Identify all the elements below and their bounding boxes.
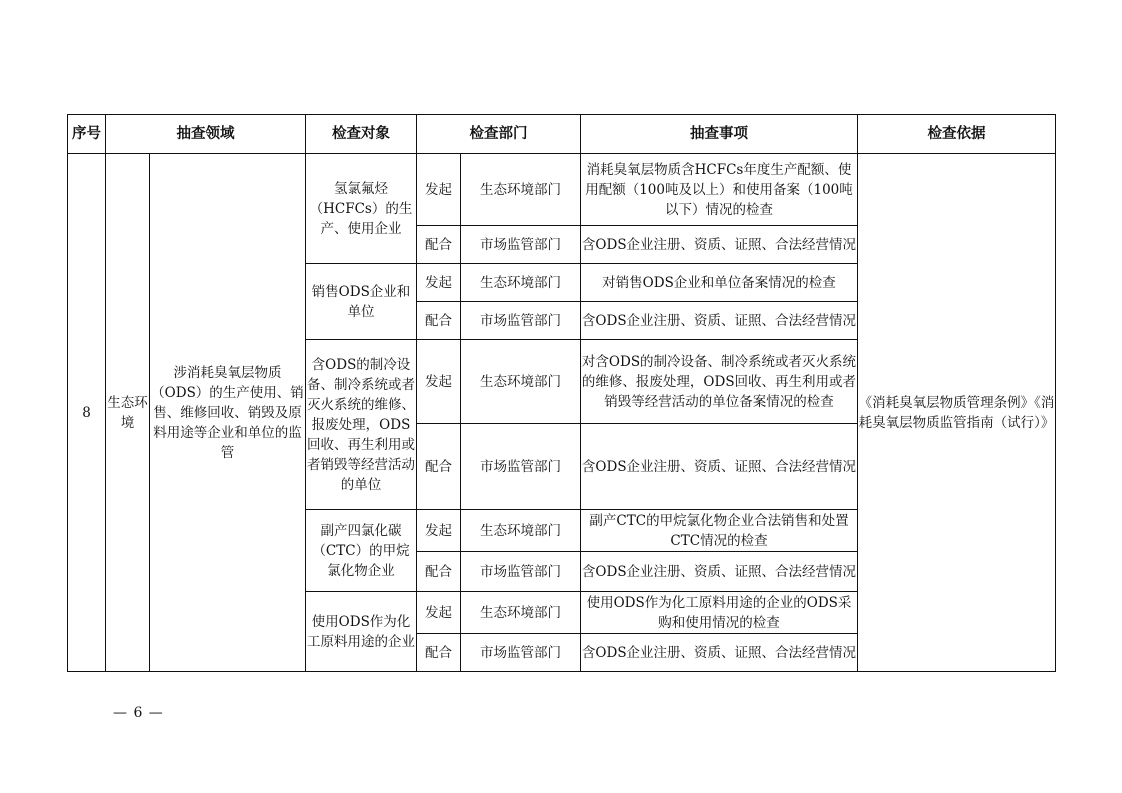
matter-cell: 消耗臭氧层物质含HCFCs年度生产配额、使用配额（100吨及以上）和使用备案（100吨以下）情况的检查: [581, 154, 858, 226]
object-cell: 含ODS的制冷设备、制冷系统或者灭火系统的维修、报废处理，ODS回收、再生利用或者销毁等经营活动的单位: [306, 340, 417, 510]
matter-cell: 使用ODS作为化工原料用途的企业的ODS采购和使用情况的检查: [581, 592, 858, 634]
role-cell: 配合: [417, 226, 461, 264]
object-cell: 副产四氯化碳（CTC）的甲烷氯化物企业: [306, 510, 417, 592]
dept-cell: 生态环境部门: [461, 510, 581, 552]
role-cell: 发起: [417, 340, 461, 424]
dept-cell: 市场监管部门: [461, 552, 581, 592]
dept-cell: 市场监管部门: [461, 634, 581, 672]
page-number: — 6 —: [113, 705, 164, 721]
dept-cell: 生态环境部门: [461, 264, 581, 302]
matter-cell: 含ODS企业注册、资质、证照、合法经营情况: [581, 302, 858, 340]
matter-cell: 含ODS企业注册、资质、证照、合法经营情况: [581, 552, 858, 592]
dept-cell: 市场监管部门: [461, 302, 581, 340]
matter-cell: 副产CTC的甲烷氯化物企业合法销售和处置CTC情况的检查: [581, 510, 858, 552]
dept-cell: 生态环境部门: [461, 154, 581, 226]
role-cell: 配合: [417, 302, 461, 340]
header-field: 抽查领域: [106, 115, 306, 154]
basis-cell: 《消耗臭氧层物质管理条例》《消耗臭氧层物质监管指南（试行）》: [858, 154, 1056, 672]
inspection-table: [67, 114, 1056, 672]
seq-cell: 8: [68, 154, 106, 672]
matter-cell: 对含ODS的制冷设备、制冷系统或者灭火系统的维修、报废处理，ODS回收、再生利用或者销毁等经营活动的单位备案情况的检查: [581, 340, 858, 424]
header-object: 检查对象: [306, 115, 417, 154]
header-basis: 检查依据: [858, 115, 1056, 154]
domain-cell: 生态环境: [106, 154, 150, 672]
role-cell: 发起: [417, 592, 461, 634]
field-cell: 涉消耗臭氧层物质（ODS）的生产使用、销售、维修回收、销毁及原料用途等企业和单位的监管: [150, 154, 306, 672]
role-cell: 发起: [417, 264, 461, 302]
table-row: [68, 154, 1056, 226]
header-department: 检查部门: [417, 115, 581, 154]
matter-cell: 对销售ODS企业和单位备案情况的检查: [581, 264, 858, 302]
dept-cell: 市场监管部门: [461, 226, 581, 264]
matter-cell: 含ODS企业注册、资质、证照、合法经营情况: [581, 424, 858, 510]
dept-cell: 生态环境部门: [461, 592, 581, 634]
role-cell: 发起: [417, 154, 461, 226]
role-cell: 发起: [417, 510, 461, 552]
object-cell: 销售ODS企业和单位: [306, 264, 417, 340]
header-matter: 抽查事项: [581, 115, 858, 154]
role-cell: 配合: [417, 424, 461, 510]
dept-cell: 市场监管部门: [461, 424, 581, 510]
object-cell: 氢氯氟烃（HCFCs）的生产、使用企业: [306, 154, 417, 264]
header-seq: 序号: [68, 115, 106, 154]
header-row: [68, 115, 1056, 154]
role-cell: 配合: [417, 552, 461, 592]
matter-cell: 含ODS企业注册、资质、证照、合法经营情况: [581, 226, 858, 264]
role-cell: 配合: [417, 634, 461, 672]
matter-cell: 含ODS企业注册、资质、证照、合法经营情况: [581, 634, 858, 672]
object-cell: 使用ODS作为化工原料用途的企业: [306, 592, 417, 672]
dept-cell: 生态环境部门: [461, 340, 581, 424]
